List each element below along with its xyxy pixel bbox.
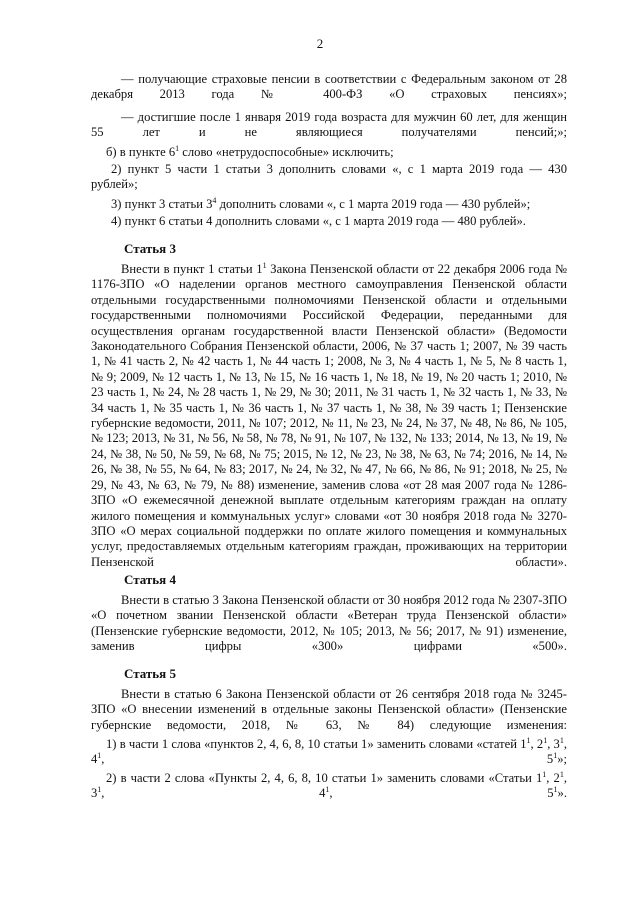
superscript: 1: [175, 144, 180, 153]
article-3-heading: Статья 3: [124, 241, 176, 256]
list-item-b-text: б) в пункте 6: [106, 145, 176, 159]
list-item-3-text-end: дополнить словами «, с 1 марта 2019 года — 430 рублей»;: [216, 197, 531, 211]
number: 3: [91, 786, 98, 801]
list-item-3-text: 3) пункт 3 статьи 3: [111, 197, 213, 211]
superscript: 1: [553, 785, 558, 795]
superscript: 1: [542, 770, 547, 779]
paragraph-pension-recipients: — получающие страховые пенсии в соответствии с Федеральным законом от 28 декабря 2013 года № 400-ФЗ «О страховых пенсиях»;: [91, 72, 567, 102]
superscript: 1: [526, 736, 531, 745]
separator: ,: [329, 786, 548, 801]
list-item-4: 4) пункт 6 статьи 4 дополнить словами «, с 1 марта 2019 года — 480 рублей».: [111, 214, 526, 228]
superscript: 1: [553, 751, 558, 761]
superscript: 1: [262, 261, 267, 270]
article-3-body: [91, 262, 567, 570]
line-end: »;: [557, 752, 567, 767]
number: 5: [546, 752, 554, 767]
list-item-b: [91, 145, 567, 160]
list-item-b-text-end: слово «нетрудоспособные» исключить;: [179, 145, 394, 159]
line-end: ».: [557, 786, 567, 801]
article-5-heading: Статья 5: [124, 666, 176, 681]
superscript: 4: [212, 196, 217, 205]
superscript: 1: [97, 785, 102, 795]
separator: ,: [101, 752, 547, 767]
superscript: 1: [543, 736, 548, 745]
number: 2: [553, 771, 560, 785]
number: 5: [547, 786, 554, 801]
superscript: 1: [559, 736, 564, 745]
number: 4: [319, 786, 326, 801]
separator: ,: [547, 737, 554, 751]
article-4-body: Внести в статью 3 Закона Пензенской области от 30 ноября 2012 года № 2307-ЗПО «О почетном звании Пензенской области «Ветеран труда Пензенской области» (Пензенские губернские ведомости, 2012, № 105; 2013, № 56; 2017, № 91) изменение, заменив цифры «300» цифрами «500».: [91, 593, 567, 654]
article-5-item-1-text: 1) в части 1 слова «пунктов 2, 4, 6, 8, 10 статьи 1» заменить словами «статей 1: [106, 737, 527, 751]
number: 2: [536, 737, 544, 751]
article-5-body: Внести в статью 6 Закона Пензенской области от 26 сентября 2018 года № 3245-ЗПО «О внесении изменений в отдельные законы Пензенской области» (Пензенские губернские ведомости, 2018, № 63, № 84) следующие изменения:: [91, 687, 567, 732]
page-number: 2: [316, 36, 324, 51]
article-3-lead: Внести в пункт 1 статьи 1: [121, 262, 263, 276]
article-5-item-2: [91, 771, 567, 802]
list-item-2: 2) пункт 5 части 1 статьи 3 дополнить словами «, с 1 марта 2019 года — 430 рублей»;: [91, 162, 567, 192]
separator: ,: [546, 771, 554, 785]
separator: ,: [101, 786, 320, 801]
paragraph-age-condition: — достигшие после 1 января 2019 года возраста для мужчин 60 лет, для женщин 55 лет и не являющиеся получателями пенсий;»;: [91, 110, 567, 140]
article-3-text: Закона Пензенской области от 22 декабря 2006 года № 1176-ЗПО «О наделении органов местного самоуправления Пензенской области отдельными государственными полномочиями Пензенской области и отдельными государственными полномочиями Российской Федерации, переданными для осуществления органам государственной власти Пензенской области» (Ведомости Законодательного Собрания Пензенской области, 2006, № 37 часть 1; 2007, № 39 часть 1, № 41 часть 2, № 42 часть 1, № 44 часть 1; 2008, № 3, № 4 часть 1, № 5, № 8 часть 1, № 9; 2009, № 12 часть 1, № 13, № 15, № 16 часть 1, № 18, № 19, № 20 часть 1; 2010, № 23 часть 1, № 24, № 28 часть 1, № 29, № 30; 2011, № 31 часть 1, № 32 часть 1, № 33, № 34 часть 1, № 35 часть 1, № 36 часть 1, № 37 часть 1, № 38, № 39 часть 1; Пензенские губернские ведомости, 2011, № 107; 2012, № 11, № 23, № 24, № 37, № 48, № 86, № 105, № 123; 2013, № 31, № 56, № 58, № 78, № 91, № 107, № 132, № 133; 2014, № 13, № 19, № 24, № 38, № 50, № 59, № 68, № 75; 2015, № 12, № 23, № 38, № 63, № 74; 2016, № 14, № 26, № 38, № 55, № 64, № 83; 2017, № 24, № 32, № 47, № 66, № 86, № 91; 2018, № 25, № 29, № 43, № 63, № 79, № 88) изменение, заменив слова «от 28 мая 2007 года № 1286-ЗПО «О ежемесячной денежной выплате отдельным категориям граждан на оплату жилого помещения и коммунальных услуг» словами «от 30 ноября 2018 года № 3270-ЗПО «О мерах социальной поддержки по оплате жилого помещения и коммунальных услуг, предоставляемых отдельным категориям граждан, проживающих на территории Пензенской области».: [91, 262, 567, 569]
article-4-heading: Статья 4: [124, 572, 176, 587]
superscript: 1: [559, 770, 564, 779]
article-5-item-2-text: 2) в части 2 слова «Пункты 2, 4, 6, 8, 10 статьи 1» заменить словами «Статьи 1: [106, 771, 543, 785]
number: 4: [91, 752, 98, 767]
article-5-item-1: [91, 737, 567, 768]
separator: ,: [530, 737, 537, 751]
superscript: 1: [325, 785, 330, 795]
separator: ,: [563, 771, 567, 785]
separator: ,: [563, 737, 567, 751]
list-item-3: [91, 197, 567, 212]
superscript: 1: [97, 751, 102, 761]
number: 3: [553, 737, 560, 751]
